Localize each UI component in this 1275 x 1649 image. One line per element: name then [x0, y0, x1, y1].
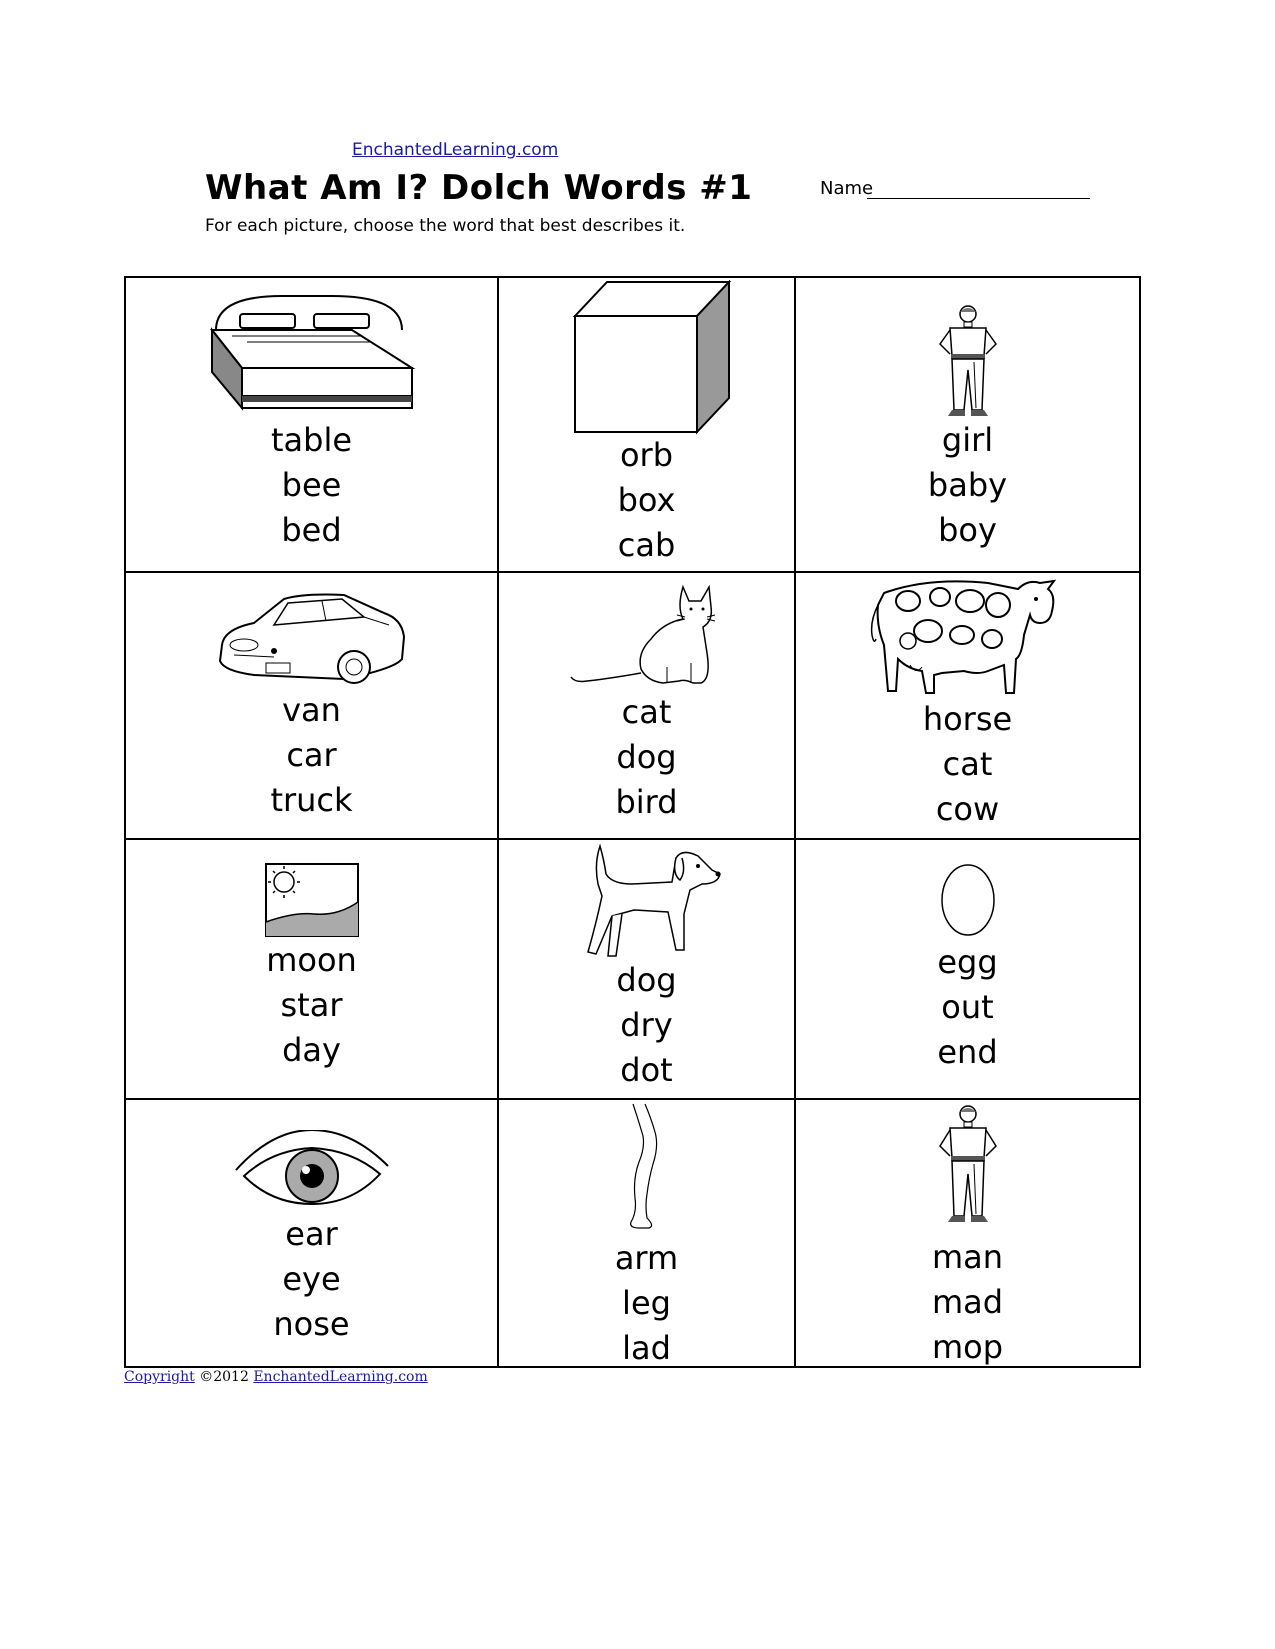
page-title: What Am I? Dolch Words #1: [205, 168, 753, 208]
word-option[interactable]: leg: [622, 1284, 671, 1322]
word-option[interactable]: out: [941, 988, 994, 1026]
word-option[interactable]: lad: [622, 1329, 671, 1367]
cell-day: [126, 840, 499, 1100]
worksheet-grid: [124, 276, 1141, 1368]
word-option[interactable]: dog: [616, 738, 677, 776]
cell-leg: [499, 1100, 796, 1366]
cell-car: [126, 573, 499, 840]
word-option[interactable]: cab: [617, 526, 676, 564]
day-icon: [264, 862, 360, 938]
word-option[interactable]: orb: [619, 436, 674, 474]
copyright-link[interactable]: Copyright: [124, 1369, 195, 1385]
word-option[interactable]: dot: [620, 1051, 673, 1089]
word-option[interactable]: moon: [266, 941, 357, 979]
name-label: Name: [820, 178, 874, 199]
word-option[interactable]: box: [617, 481, 676, 519]
cell-eye: [126, 1100, 499, 1366]
car-icon: [214, 585, 410, 697]
word-option[interactable]: eye: [282, 1260, 341, 1298]
bed-icon: [202, 290, 422, 420]
cell-boy: [796, 278, 1139, 573]
word-option[interactable]: cat: [621, 693, 672, 731]
word-option[interactable]: truck: [270, 781, 353, 819]
footer-site-link[interactable]: EnchantedLearning.com: [253, 1369, 428, 1385]
word-option[interactable]: boy: [938, 511, 997, 549]
footer: [124, 1369, 428, 1385]
cell-dog: [499, 840, 796, 1100]
word-option[interactable]: mop: [931, 1328, 1004, 1366]
boy-icon: [928, 304, 1008, 422]
cell-man: [796, 1100, 1139, 1366]
cell-box: [499, 278, 796, 573]
cow-icon: [868, 575, 1068, 699]
eye-icon: [232, 1130, 392, 1210]
word-option[interactable]: bird: [615, 783, 678, 821]
word-option[interactable]: star: [280, 986, 343, 1024]
word-option[interactable]: end: [937, 1033, 998, 1071]
word-option[interactable]: day: [282, 1031, 341, 1069]
site-link[interactable]: EnchantedLearning.com: [352, 140, 559, 160]
word-option[interactable]: van: [282, 691, 341, 729]
word-option[interactable]: arm: [614, 1239, 679, 1277]
word-option[interactable]: man: [931, 1238, 1004, 1276]
word-option[interactable]: baby: [927, 466, 1008, 504]
dog-icon: [572, 844, 722, 960]
box-icon: [557, 280, 737, 440]
word-option[interactable]: ear: [285, 1215, 338, 1253]
copyright-year: ©2012: [194, 1369, 254, 1385]
word-option[interactable]: bed: [281, 511, 342, 549]
cell-bed: [126, 278, 499, 573]
word-option[interactable]: dry: [620, 1006, 673, 1044]
cell-cat: [499, 573, 796, 840]
word-option[interactable]: table: [270, 421, 353, 459]
word-option[interactable]: horse: [922, 700, 1013, 738]
cell-cow: [796, 573, 1139, 840]
word-option[interactable]: dog: [616, 961, 677, 999]
word-option[interactable]: egg: [937, 943, 998, 981]
word-option[interactable]: cow: [935, 790, 1000, 828]
man-icon: [928, 1104, 1008, 1228]
cell-egg: [796, 840, 1139, 1100]
word-option[interactable]: car: [286, 736, 337, 774]
instructions: For each picture, choose the word that best describes it.: [205, 216, 686, 236]
name-field-line[interactable]: [867, 198, 1090, 199]
word-option[interactable]: bee: [281, 466, 342, 504]
cat-icon: [567, 583, 727, 693]
egg-icon: [938, 862, 998, 938]
word-option[interactable]: mad: [931, 1283, 1004, 1321]
leg-icon: [617, 1102, 677, 1232]
word-option[interactable]: cat: [942, 745, 993, 783]
word-option[interactable]: girl: [941, 421, 994, 459]
word-option[interactable]: nose: [273, 1305, 350, 1343]
